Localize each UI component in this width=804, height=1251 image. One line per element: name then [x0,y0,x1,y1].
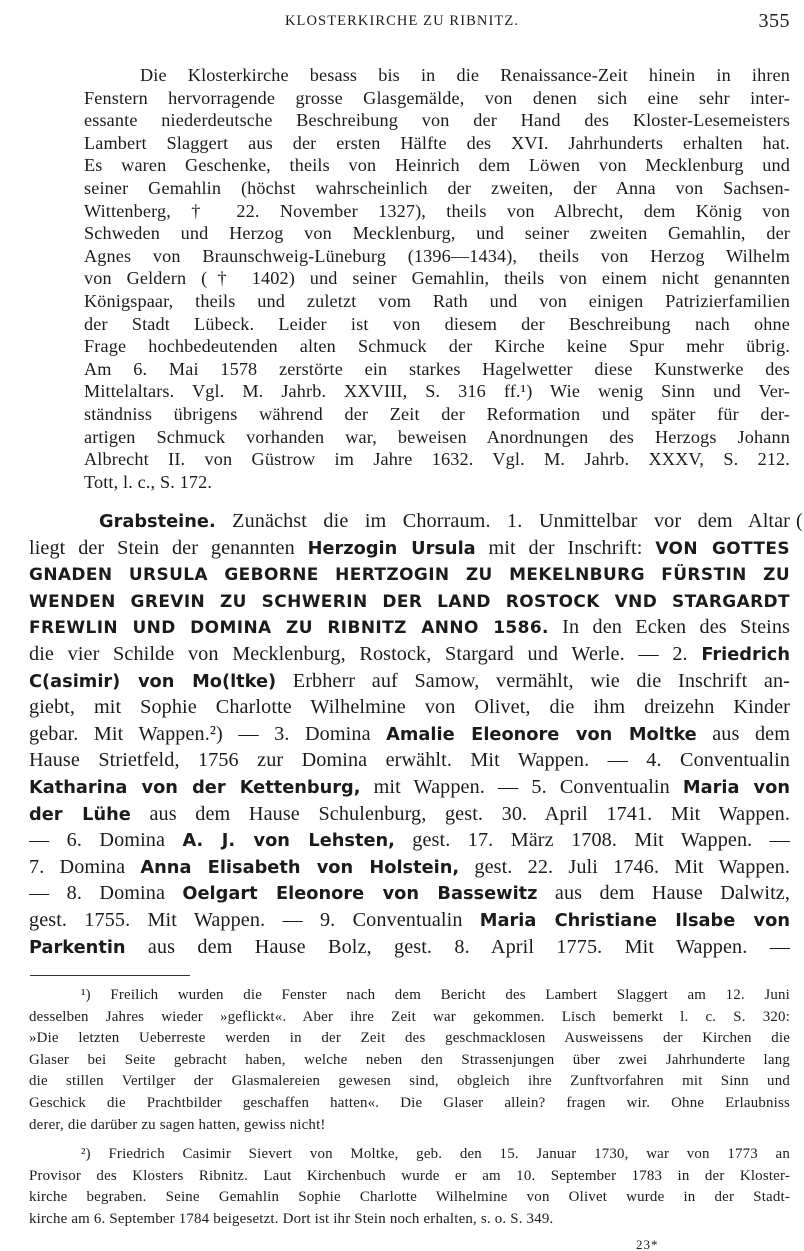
text-line: — 8. Domina Oelgart Eleonore von Bassewitz aus dem Hause Dalwitz, [29,882,790,905]
text-line: C(asimir) von Mo(ltke) Erbherr auf Samow, vermählt, wie die Inschrift an- [29,669,790,692]
text-line: der Lühe aus dem Hause Schulenburg, gest. 30. April 1741. Mit Wappen. [29,802,790,825]
person-name: Friedrich [701,644,790,665]
person-name: Oelgart Eleonore von Bassewitz [182,884,538,905]
inscription: WENDEN GREVIN ZU SCHWERIN DER LAND ROSTOCK VND STARGARDT [29,590,790,611]
running-header [0,0,804,40]
margin-bleed-mark: ( [796,510,803,532]
text-line: ständniss übrigens während der Zeit der Reformation und später für der- [84,403,790,424]
text-line: FREWLIN UND DOMINA ZU RIBNITZ ANNO 1586. In den Ecken des Steins [29,616,790,639]
text-line: Katharina von der Kettenburg, mit Wappen. — 5. Conventualin Maria von [29,775,790,798]
person-name: Maria Christiane Ilsabe von [479,910,790,931]
text-line: Fenstern hervorragende grosse Glasgemälde, von denen sich eine sehr inter- [84,87,790,108]
page-number: 355 [758,10,790,32]
footnote-line: Provisor des Klosters Ribnitz. Laut Kirchenbuch wurde er am 10. September 1783 in der Kloster- [29,1167,790,1184]
text-line: Albrecht II. von Güstrow im Jahre 1632. Vgl. M. Jahrb. XXXV, S. 212. [84,449,790,470]
text-line: die vier Schilde von Mecklenburg, Rostock, Stargard und Werle. — 2. Friedrich [29,642,790,665]
footnotes [29,985,790,1231]
section-heading: Grabsteine. [99,512,216,532]
person-name: Anna Elisabeth von Holstein, [140,857,460,878]
footnote-line: Geschick die Prachtbilder geschaffen hatten«. Die Glaser allein? fragen wir. Ohne Erlaubniss [29,1094,790,1111]
person-name: Parkentin [29,937,126,958]
footnote-line: kirche am 6. September 1784 beigesetzt. Dort ist ihr Stein noch erhalten, s. o. S. 349. [29,1210,554,1227]
inscription: VON GOTTES [655,537,790,558]
text-line: Die Klosterkirche besass bis in die Renaissance-Zeit hinein in ihren [140,65,790,85]
text-line: 7. Domina Anna Elisabeth von Holstein, gest. 22. Juli 1746. Mit Wappen. [29,855,790,878]
text-line: Königspaar, theils und zuletzt vom Rath und von einigen Patrizierfamilien [84,290,790,311]
person-name: Amalie Eleonore von Moltke [386,724,697,745]
person-name: A. J. von Lehsten, [182,831,395,852]
footnote-line: die stillen Vertilger der Glasmalereien gewesen sind, obgleich ihre Zunftvorfahren mit Sinn und [29,1073,790,1090]
text-line: artigen Schmuck vorhanden war, beweisen Anordnungen des Herzogs Johann [84,426,790,447]
text-line: Lambert Slaggert aus der ersten Hälfte des XVI. Jahrhunderts erhalten hat. [84,132,790,153]
footnote-line: desselben Jahres wieder »geflickt«. Aber ihre Zeit war gekommen. Lisch bemerkt l. c. S. 320: [29,1008,790,1025]
footnote-line: ¹) Freilich wurden die Fenster nach dem Bericht des Lambert Slaggert am 12. Juni [81,987,790,1003]
text-line: Schweden und Herzog von Mecklenburg, und seiner zweiten Gemahlin, der [84,223,790,244]
text-line: giebt, mit Sophie Charlotte Wilhelmine von Olivet, die ihm dreizehn Kinder [29,696,790,719]
person-name: C(asimir) von Mo(ltke) [29,671,277,692]
text-line: seiner Gemahlin (höchst wahrscheinlich der zweiten, der Anna von Sachsen- [84,177,790,198]
text-line: gebar. Mit Wappen.²) — 3. Domina Amalie Eleonore von Moltke aus dem [29,722,790,745]
person-name: Maria von [682,777,790,798]
person-name: Katharina von der Kettenburg, [29,777,361,798]
footnote-gap [29,1136,790,1144]
text-line: Agnes von Braunschweig-Lüneburg (1396—1434), theils von Herzog Wilhelm [84,245,790,266]
text-line [29,588,790,615]
text-line: Es waren Geschenke, theils von Heinrich dem Löwen von Mecklenburg und [84,155,790,176]
footnote-line: derer, die darüber zu sagen hatten, gewiss nicht! [29,1116,326,1133]
sheet-signature: 23* [636,1238,659,1251]
inscription: GNADEN URSULA GEBORNE HERTZOGIN ZU MEKELNBURG FÜRSTIN ZU [29,564,790,585]
footnote-separator [30,975,190,976]
text-line: Am 6. Mai 1578 zerstörte ein starkes Hagelwetter diese Kunstwerke des [84,358,790,379]
text-line: Mittelaltars. Vgl. M. Jahrb. XXVIII, S. 316 ff.¹) Wie wenig Sinn und Ver- [84,381,790,402]
text-line: Tott, l. c., S. 172. [84,471,213,492]
footnote-line: »Die letzten Ueberreste werden in der Zeit des geschmacklosen Ausweissens der Kirchen die [29,1030,790,1047]
text-line: Frage hochbedeutenden alten Schmuck der Kirche keine Spur mehr übrig. [84,336,790,357]
text-line: — 6. Domina A. J. von Lehsten, gest. 17. März 1708. Mit Wappen. — [29,829,790,852]
footnote-line: Glaser bei Seite gebracht haben, welche neben den Strassenjungen über zwei Jahrhunderte lang [29,1051,790,1068]
text-line [29,561,790,588]
footnote-line: kirche begraben. Seine Gemahlin Sophie Charlotte Wilhelmine von Olivet wurde in der Stadt- [29,1189,790,1206]
text-line: Hause Strietfeld, 1756 zur Domina erwählt. Mit Wappen. — 4. Conventualin [29,749,790,772]
text-line: Wittenberg, † 22. November 1327), theils von Albrecht, dem König von [84,200,790,221]
text-line: von Geldern († 1402) und seiner Gemahlin, theils von einem nicht genannten [84,268,790,289]
text-line: liegt der Stein der genannten Herzogin Ursula mit der Inschrift: VON GOTTES [29,536,790,559]
text-line: gest. 1755. Mit Wappen. — 9. Conventualin Maria Christiane Ilsabe von [29,908,790,931]
text-line: Grabsteine. Zunächst die im Chorraum. 1. Unmittelbar vor dem Altar [99,510,790,532]
text-line: der Stadt Lübeck. Leider ist von diesem der Beschreibung nach ohne [84,313,790,334]
gravestones-paragraph [29,508,790,960]
person-name: Herzogin Ursula [307,538,476,559]
text-line: essante niederdeutsche Beschreibung von der Hand des Kloster-Lesemeisters [84,110,790,131]
person-name: der Lühe [29,804,131,825]
running-title: KLOSTERKIRCHE ZU RIBNITZ. [284,13,520,29]
inscription: FREWLIN UND DOMINA ZU RIBNITZ ANNO 1586. [29,617,549,638]
footnote-line: ²) Friedrich Casimir Sievert von Moltke, geb. den 15. Januar 1730, war von 1773 an [81,1146,790,1163]
intro-paragraph [84,64,790,493]
text-line: Parkentin aus dem Hause Bolz, gest. 8. April 1775. Mit Wappen. — [29,935,790,958]
